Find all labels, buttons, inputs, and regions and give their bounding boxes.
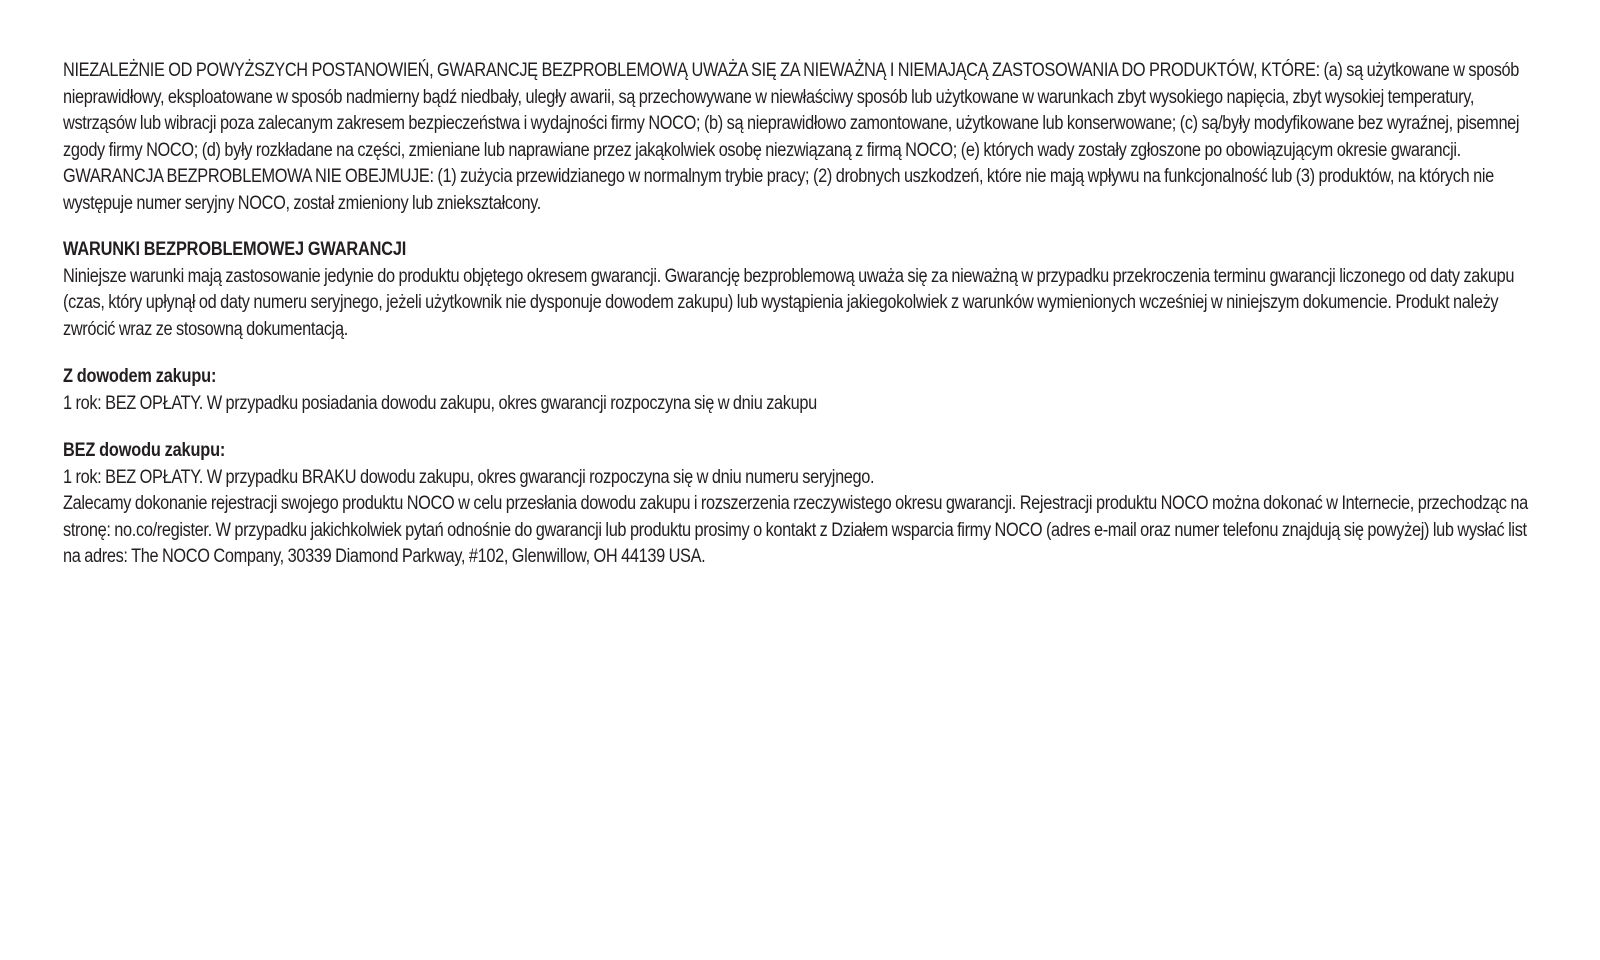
conditions-section (63, 237, 1541, 343)
without-proof-heading: BEZ dowodu zakupu: (63, 440, 226, 461)
conditions-paragraph: Niniejsze warunki mają zastosowanie jedynie do produktu objętego okresem gwarancji. Gwarancję bezproblemową uważa się za nieważną w przypadku przekroczenia terminu gwarancji liczonego od daty zakupu (czas, który upłynął od daty numeru seryjnego, jeżeli użytkownik nie dysponuje dowodem zakupu) lub wystąpienia jakiegokolwiek z warunków wymienionych wcześniej w niniejszym dokumencie. Produkt należy zwrócić wraz ze stosowną dokumentacją. (63, 265, 1515, 340)
conditions-heading: WARUNKI BEZPROBLEMOWEJ GWARANCJI (63, 239, 407, 260)
with-proof-paragraph: 1 rok: BEZ OPŁATY. W przypadku posiadania dowodu zakupu, okres gwarancji rozpoczyna się w dniu zakupu (63, 392, 817, 414)
with-proof-heading: Z dowodem zakupu: (63, 366, 217, 387)
warranty-document (63, 58, 1541, 571)
exclusions-paragraph: NIEZALEŻNIE OD POWYŻSZYCH POSTANOWIEŃ, GWARANCJĘ BEZPROBLEMOWĄ UWAŻA SIĘ ZA NIEWAŻNĄ I NIEMAJĄCĄ ZASTOSOWANIA DO PRODUKTÓW, KTÓRE: (a) są użytkowane w sposób nieprawidłowy, eksploatowane w sposób nadmierny bądź niedbały, uległy awarii, są przechowywane w niewłaściwy sposób lub użytkowane w warunkach zbyt wysokiego napięcia, zbyt wysokiej temperatury, wstrząsów lub wibracji poza zalecanym zakresem bezpieczeństwa i wydajności firmy NOCO; (b) są nieprawidłowo zamontowane, użytkowane lub konserwowane; (c) są/były modyfikowane bez wyraźnej, pisemnej zgody firmy NOCO; (d) były rozkładane na części, zmieniane lub naprawiane przez jakąkolwiek osobę niezwiązaną z firmą NOCO; (e) których wady zostały zgłoszone po obowiązującym okresie gwarancji. (63, 60, 1520, 161)
not-covered-paragraph: GWARANCJA BEZPROBLEMOWA NIE OBEJMUJE: (1) zużycia przewidzianego w normalnym trybie pracy; (2) drobnych uszkodzeń, które nie mają wpływu na funkcjonalność lub (3) produktów, na których nie występuje numer seryjny NOCO, został zmieniony lub zniekształcony. (63, 166, 1494, 214)
without-proof-paragraph: 1 rok: BEZ OPŁATY. W przypadku BRAKU dowodu zakupu, okres gwarancji rozpoczyna się w dniu numeru seryjnego. (63, 466, 875, 488)
with-proof-section (63, 364, 1541, 417)
registration-paragraph: Zalecamy dokonanie rejestracji swojego produktu NOCO w celu przesłania dowodu zakupu i rozszerzenia rzeczywistego okresu gwarancji. Rejestracji produktu NOCO można dokonać w Internecie, przechodząc na stronę: no.co/register. W przypadku jakichkolwiek pytań odnośnie do gwarancji lub produktu prosimy o kontakt z Działem wsparcia firmy NOCO (adres e-mail oraz numer telefonu znajdują się powyżej) lub wysłać list na adres: The NOCO Company, 30339 Diamond Parkway, #102, Glenwillow, OH 44139 USA. (63, 493, 1528, 567)
without-proof-section (63, 438, 1541, 491)
